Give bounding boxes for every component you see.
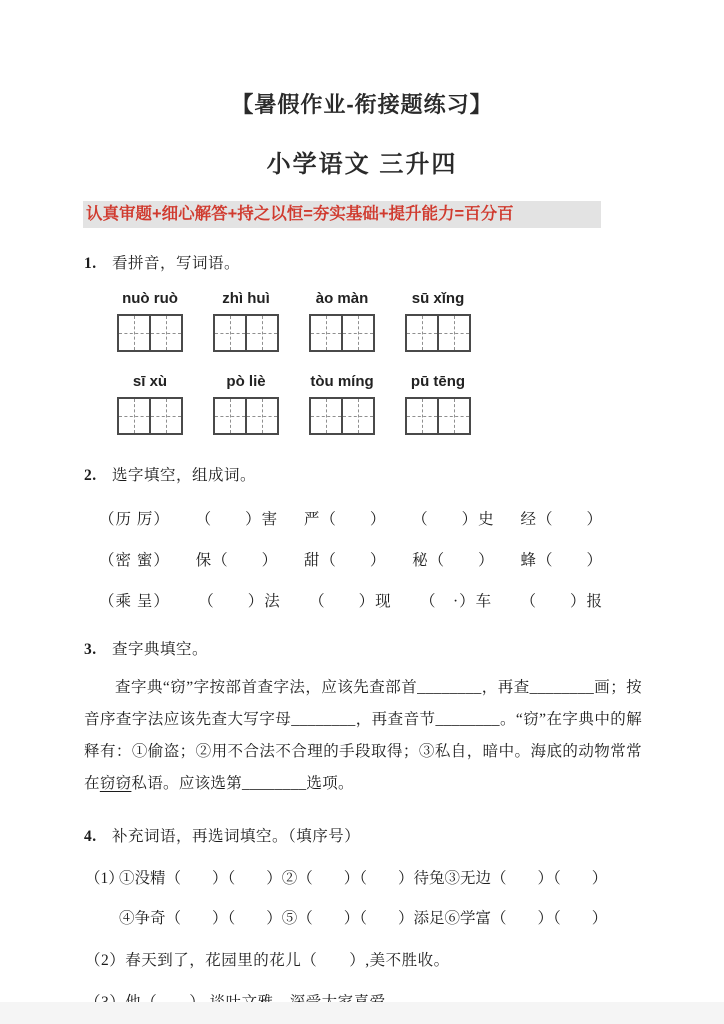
writing-grid-box — [213, 397, 279, 435]
q2-choice-pair: （乘 呈） — [99, 593, 170, 610]
q2-blank-word: 严（ ） — [303, 511, 387, 528]
q3-text-before: 查字典“窃”字按部首查字法，应该先查部首________，再查________画；按音序查字法应该先查大写字母________，再查音节________。“窃”在字典中的解释有：①偷盗；②用不合法不合理的手段取得；③私自，暗中。海底的动物常常在 — [84, 679, 642, 792]
pinyin-label: ào màn — [315, 290, 369, 307]
motto-text: 认真审题+细心解答+持之以恒=夯实基础+提升能力=百分百 — [86, 205, 514, 223]
writing-grid-box — [405, 397, 471, 435]
grid-cell — [311, 399, 341, 433]
q2-blank-word: （ ）现 — [309, 593, 392, 610]
q4-idiom: ③无边（ ）（ ） — [444, 870, 608, 887]
question-3-prompt: 查字典填空。 — [112, 641, 209, 658]
q4-idiom: ④争奇（ ）（ ） — [119, 910, 282, 927]
writing-grid-box — [405, 314, 471, 352]
grid-cell — [149, 399, 181, 433]
writing-grid-box — [309, 314, 375, 352]
q4-sub1-label: （1） — [85, 870, 124, 887]
q2-choice-pair: （历 厉） — [99, 511, 170, 528]
pinyin-group — [117, 290, 183, 352]
pinyin-group — [405, 290, 471, 352]
writing-grid-box — [309, 397, 375, 435]
pinyin-label: nuò ruò — [122, 290, 178, 307]
pinyin-label: sī xù — [132, 373, 168, 390]
question-4-number: 4. — [84, 828, 97, 845]
grid-cell — [215, 316, 245, 350]
pinyin-group — [213, 290, 279, 352]
page-title: 【暑假作业-衔接题练习】 — [231, 92, 493, 117]
pinyin-group — [309, 290, 375, 352]
q2-row-1 — [99, 507, 603, 529]
q4-idiom-line-2 — [119, 906, 608, 928]
q3-underlined-word: 窃窃 — [99, 775, 132, 792]
pinyin-group — [405, 373, 471, 435]
question-4-heading — [84, 824, 724, 846]
grid-cell — [437, 399, 469, 433]
grid-cell — [245, 399, 277, 433]
grid-cell — [215, 399, 245, 433]
writing-grid-box — [117, 397, 183, 435]
q4-idiom: ①没精（ ）（ ） — [119, 870, 282, 887]
pinyin-group — [213, 373, 279, 435]
q1-pinyin-row-1 — [117, 290, 724, 352]
q2-blank-word: 蜂（ ） — [520, 552, 603, 569]
motto-banner — [83, 201, 601, 228]
pinyin-label: tòu míng — [310, 373, 374, 390]
grid-cell — [119, 399, 149, 433]
question-1-prompt: 看拼音，写词语。 — [112, 255, 241, 272]
grid-cell — [407, 316, 437, 350]
q4-idiom: ②（ ）（ ）待兔 — [281, 870, 445, 887]
q2-blank-word: 甜（ ） — [303, 552, 387, 569]
q2-blank-word: 经（ ） — [520, 511, 603, 528]
question-1-heading — [84, 251, 724, 273]
q2-blank-word: 保（ ） — [195, 552, 279, 569]
grid-cell — [149, 316, 181, 350]
q2-blank-word: （ ）史 — [412, 511, 495, 528]
question-4-prompt: 补充词语，再选词填空。（填序号） — [112, 828, 361, 845]
pinyin-group — [117, 373, 183, 435]
q3-text-after: 私语。应该选第________选项。 — [131, 775, 354, 792]
q1-pinyin-row-2 — [117, 373, 724, 435]
question-3-heading — [84, 637, 724, 659]
grid-cell — [311, 316, 341, 350]
question-1-number: 1. — [84, 255, 97, 272]
q2-row-2 — [99, 548, 603, 570]
question-2-number: 2. — [84, 467, 97, 484]
q4-idiom: ⑤（ ）（ ）添足 — [281, 910, 445, 927]
grid-cell — [341, 399, 373, 433]
q3-paragraph — [84, 672, 642, 800]
question-2-prompt: 选字填空，组成词。 — [112, 467, 257, 484]
q4-idiom-line-1 — [119, 866, 608, 888]
grid-cell — [119, 316, 149, 350]
writing-grid-box — [117, 314, 183, 352]
q2-blank-word: 秘（ ） — [412, 552, 495, 569]
q2-blank-word: （ ）法 — [198, 593, 281, 610]
page-bottom-strip — [0, 1002, 724, 1024]
grid-cell — [437, 316, 469, 350]
q2-blank-word: （ ）害 — [195, 511, 279, 528]
question-3-number: 3. — [84, 641, 97, 658]
page-subtitle: 小学语文 三升四 — [266, 151, 458, 178]
pinyin-label: zhì huì — [222, 290, 270, 307]
q2-blank-word: （ ·）车 — [419, 593, 493, 610]
grid-cell — [341, 316, 373, 350]
q2-blank-word: （ ）报 — [520, 593, 603, 610]
question-2-heading — [84, 463, 724, 485]
writing-grid-box — [213, 314, 279, 352]
grid-cell — [407, 399, 437, 433]
q4-subquestion-1 — [85, 866, 724, 928]
pinyin-group — [309, 373, 375, 435]
q4-idiom: ⑥学富（ ）（ ） — [444, 910, 608, 927]
q4-subquestion-2: （2）春天到了，花园里的花儿（ ）,美不胜收。 — [85, 952, 450, 969]
pinyin-label: pò liè — [226, 373, 266, 390]
pinyin-label: sū xǐng — [411, 290, 465, 307]
q2-choice-pair: （密 蜜） — [99, 552, 170, 569]
grid-cell — [245, 316, 277, 350]
pinyin-label: pū tēng — [410, 373, 466, 390]
q2-row-3 — [99, 589, 603, 611]
q4-idiom-lines — [119, 866, 608, 928]
